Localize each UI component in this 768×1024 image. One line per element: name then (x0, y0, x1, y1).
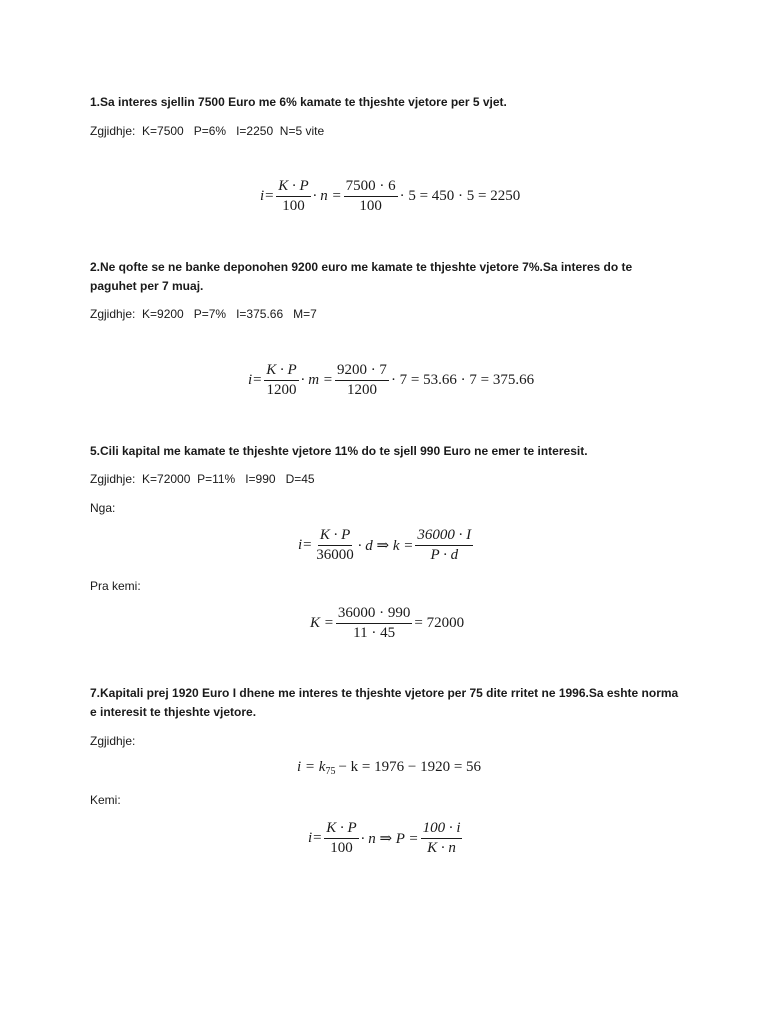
fraction-numerator: K · P (318, 527, 352, 546)
eq-lhs: K = (310, 615, 334, 631)
fraction (264, 362, 298, 399)
problem-7-then-label: Kemi: (90, 793, 121, 807)
problem-2-solution: Zgjidhje: K=9200 P=7% I=375.66 M=7 (90, 307, 317, 321)
fraction-numerator: K · P (276, 178, 310, 197)
problem-1-equation (260, 178, 520, 215)
eq-lhs: i= (260, 188, 275, 204)
fraction-numerator: 7500 · 6 (344, 178, 398, 197)
fraction-numerator: 36000 · I (415, 527, 473, 546)
fraction-denominator: P · d (430, 547, 459, 563)
fraction-denominator: 100 (359, 198, 382, 214)
problem-5-then-label: Pra kemi: (90, 579, 141, 593)
fraction-denominator: 36000 (316, 547, 354, 563)
problem-7-question: 7.Kapitali prej 1920 Euro I dhene me interes te thjeshte vjetore per 75 dite rritet ne 1996.Sa eshte norma e interesit te thjeshte vjetore. (90, 686, 679, 719)
problem-1-solution: Zgjidhje: K=7500 P=6% I=2250 N=5 vite (90, 124, 325, 138)
problem-7-equation-2 (308, 820, 464, 857)
fraction-denominator: K · n (427, 840, 456, 856)
fraction (335, 362, 389, 399)
problem-1-question: 1.Sa interes sjellin 7500 Euro me 6% kamate te thjeshte vjetore per 5 vjet. (90, 95, 507, 109)
problem-5-from-label: Nga: (90, 501, 116, 515)
fraction-numerator: 9200 · 7 (335, 362, 389, 381)
problem-5-equation-1 (298, 527, 475, 564)
eq-rhs: = 72000 (414, 615, 465, 631)
eq-subscript: 75 (325, 766, 336, 777)
eq-mid: · n = (312, 188, 342, 204)
problem-5-equation-2 (310, 605, 464, 642)
eq-mid: · d ⇒ k = (357, 538, 414, 554)
fraction (314, 527, 356, 564)
fraction-numerator: 36000 · 990 (336, 605, 413, 624)
eq-mid: · m = (300, 372, 333, 388)
eq-rhs: − k = 1976 − 1920 = 56 (338, 759, 482, 775)
fraction (324, 820, 358, 857)
fraction (336, 605, 413, 642)
fraction-numerator: K · P (324, 820, 358, 839)
fraction-denominator: 11 · 45 (353, 625, 396, 641)
fraction-numerator: 100 · i (421, 820, 463, 839)
fraction-denominator: 100 (282, 198, 305, 214)
fraction-numerator: K · P (264, 362, 298, 381)
problem-5-question: 5.Cili kapital me kamate te thjeshte vjetore 11% do te sjell 990 Euro ne emer te interesit. (90, 444, 588, 458)
problem-2-equation (248, 362, 534, 399)
problem-5-solution: Zgjidhje: K=72000 P=11% I=990 D=45 (90, 472, 315, 486)
problem-2-question: 2.Ne qofte se ne banke deponohen 9200 euro me kamate te thjeshte vjetore 7%.Sa interes do te paguhet per 7 muaj. (90, 260, 633, 293)
fraction (276, 178, 310, 215)
eq-lhs: i= (248, 372, 263, 388)
problem-7-solution: Zgjidhje: (90, 734, 136, 748)
eq-lhs: i = k (297, 759, 326, 775)
eq-mid: · n ⇒ P = (360, 831, 419, 847)
eq-lhs: i= (308, 830, 323, 846)
problem-7-equation-1 (297, 759, 481, 776)
fraction-denominator: 100 (330, 840, 353, 856)
fraction (421, 820, 463, 857)
fraction (415, 527, 473, 564)
eq-rhs: · 7 = 53.66 · 7 = 375.66 (390, 372, 535, 388)
fraction-denominator: 1200 (346, 382, 377, 398)
eq-rhs: · 5 = 450 · 5 = 2250 (399, 188, 521, 204)
eq-lhs: i= (298, 537, 313, 553)
fraction-denominator: 1200 (266, 382, 297, 398)
fraction (344, 178, 398, 215)
